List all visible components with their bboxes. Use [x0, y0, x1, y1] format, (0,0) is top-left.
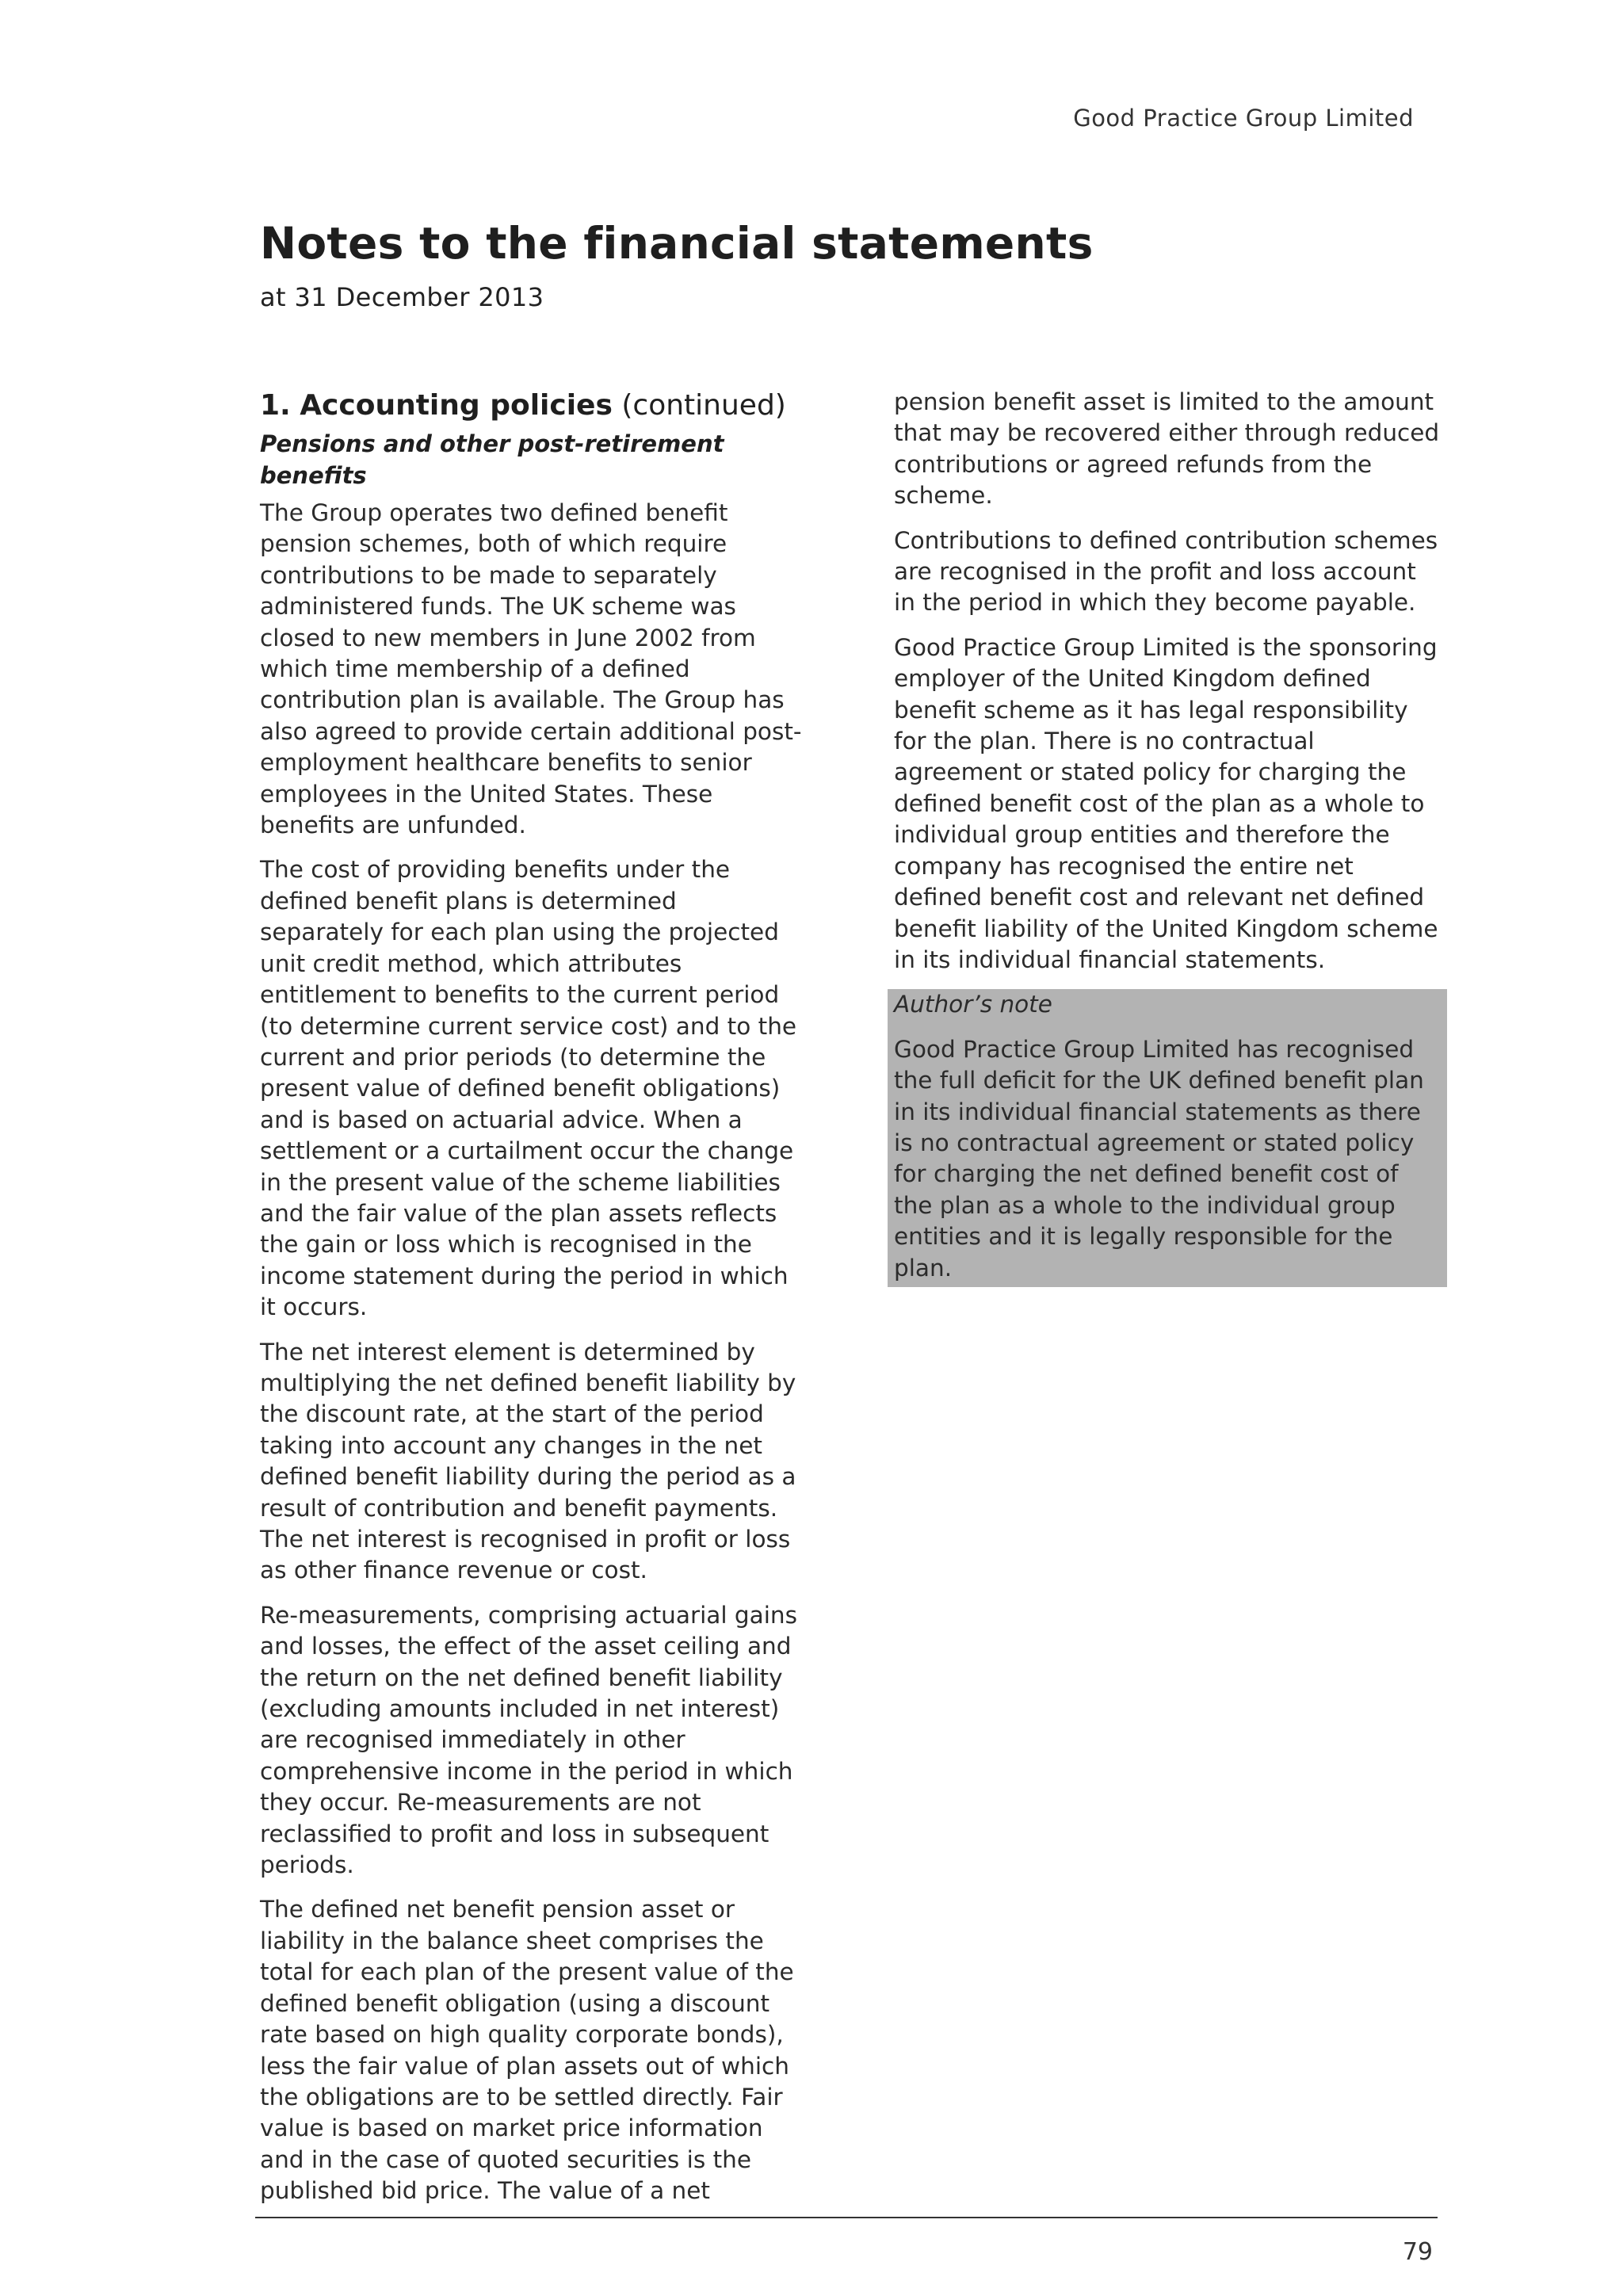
section-title: Accounting policies [300, 389, 613, 422]
page-subtitle: at 31 December 2013 [260, 282, 544, 312]
section-heading [260, 387, 807, 425]
section-suffix: (continued) [621, 389, 786, 422]
authors-note-title: Author’s note [894, 991, 1052, 1018]
left-column [260, 387, 807, 2221]
right-column [894, 387, 1441, 1287]
company-header: Good Practice Group Limited [1073, 105, 1414, 132]
paragraph: The defined net benefit pension asset or liability in the balance sheet comprises the total for each plan of the present value of the defined benefit obligation (using a discount rate based on high quality corporate bonds), less the fair value of plan assets out of which the obligations are to be settled directly. Fair value is based on market price information and in the case of quoted securities is the published bid price. The value of a net [260, 1896, 794, 2205]
section-number: 1. [260, 389, 291, 422]
authors-note-box [888, 989, 1447, 1287]
authors-note-text: Good Practice Group Limited has recognised the full deficit for the UK defined benefit plan in its individual financial statements as there is no contractual agreement or stated policy for charging the net defined benefit cost of the plan as a whole to the individual group entities and it is legally responsible for the plan. [894, 1035, 1424, 1282]
paragraph: Re-measurements, comprising actuarial gains and losses, the effect of the asset ceiling and the return on the net defined benefit liability (excluding amounts included in net interest) are recognised immediately in other comprehensive income in the period in which they occur. Re-measurements are not reclassified to profit and loss in subsequent periods. [260, 1601, 797, 1879]
paragraph: Good Practice Group Limited is the sponsoring employer of the United Kingdom defined benefit scheme as it has legal responsibility for the plan. There is no contractual agreement or stated policy for charging the defined benefit cost of the plan as a whole to individual group entities and therefore the company has recognised the entire net defined benefit cost and relevant net defined benefit liability of the United Kingdom scheme in its individual financial statements. [894, 633, 1438, 973]
paragraph: The Group operates two defined benefit pension schemes, both of which require contributions to be made to separately administered funds. The UK scheme was closed to new members in June 2002 from which time membership of a defined contribution plan is available. The Group has also agreed to provide certain additional post-employment healthcare benefits to senior employees in the United States. These benefits are unfunded. [260, 499, 802, 839]
subsection-heading: Pensions and other post-retirement benefits [260, 430, 724, 489]
paragraph: Contributions to defined contribution schemes are recognised in the profit and loss account in the period in which they become payable. [894, 526, 1438, 617]
page-number: 79 [1402, 2238, 1433, 2266]
paragraph: The net interest element is determined by multiplying the net defined benefit liability by the discount rate, at the start of the period taking into account any changes in the net defined benefit liability during the period as a result of contribution and benefit payments. The net interest is recognised in profit or loss as other finance revenue or cost. [260, 1338, 796, 1584]
page-title: Notes to the financial statements [260, 218, 1094, 269]
paragraph: The cost of providing benefits under the defined benefit plans is determined separately for each plan using the projected unit credit method, which attributes entitlement to benefits to the current period (to determine current service cost) and to the current and prior periods (to determine the present value of defined benefit obligations) and is based on actuarial advice. When a settlement or a curtailment occur the change in the present value of the scheme liabilities and the fair value of the plan assets reflects the gain or loss which is recognised in the income statement during the period in which it occurs. [260, 856, 797, 1321]
footer-divider [255, 2217, 1438, 2218]
paragraph: pension benefit asset is limited to the amount that may be recovered either through reduced contributions or agreed refunds from the scheme. [894, 388, 1440, 510]
